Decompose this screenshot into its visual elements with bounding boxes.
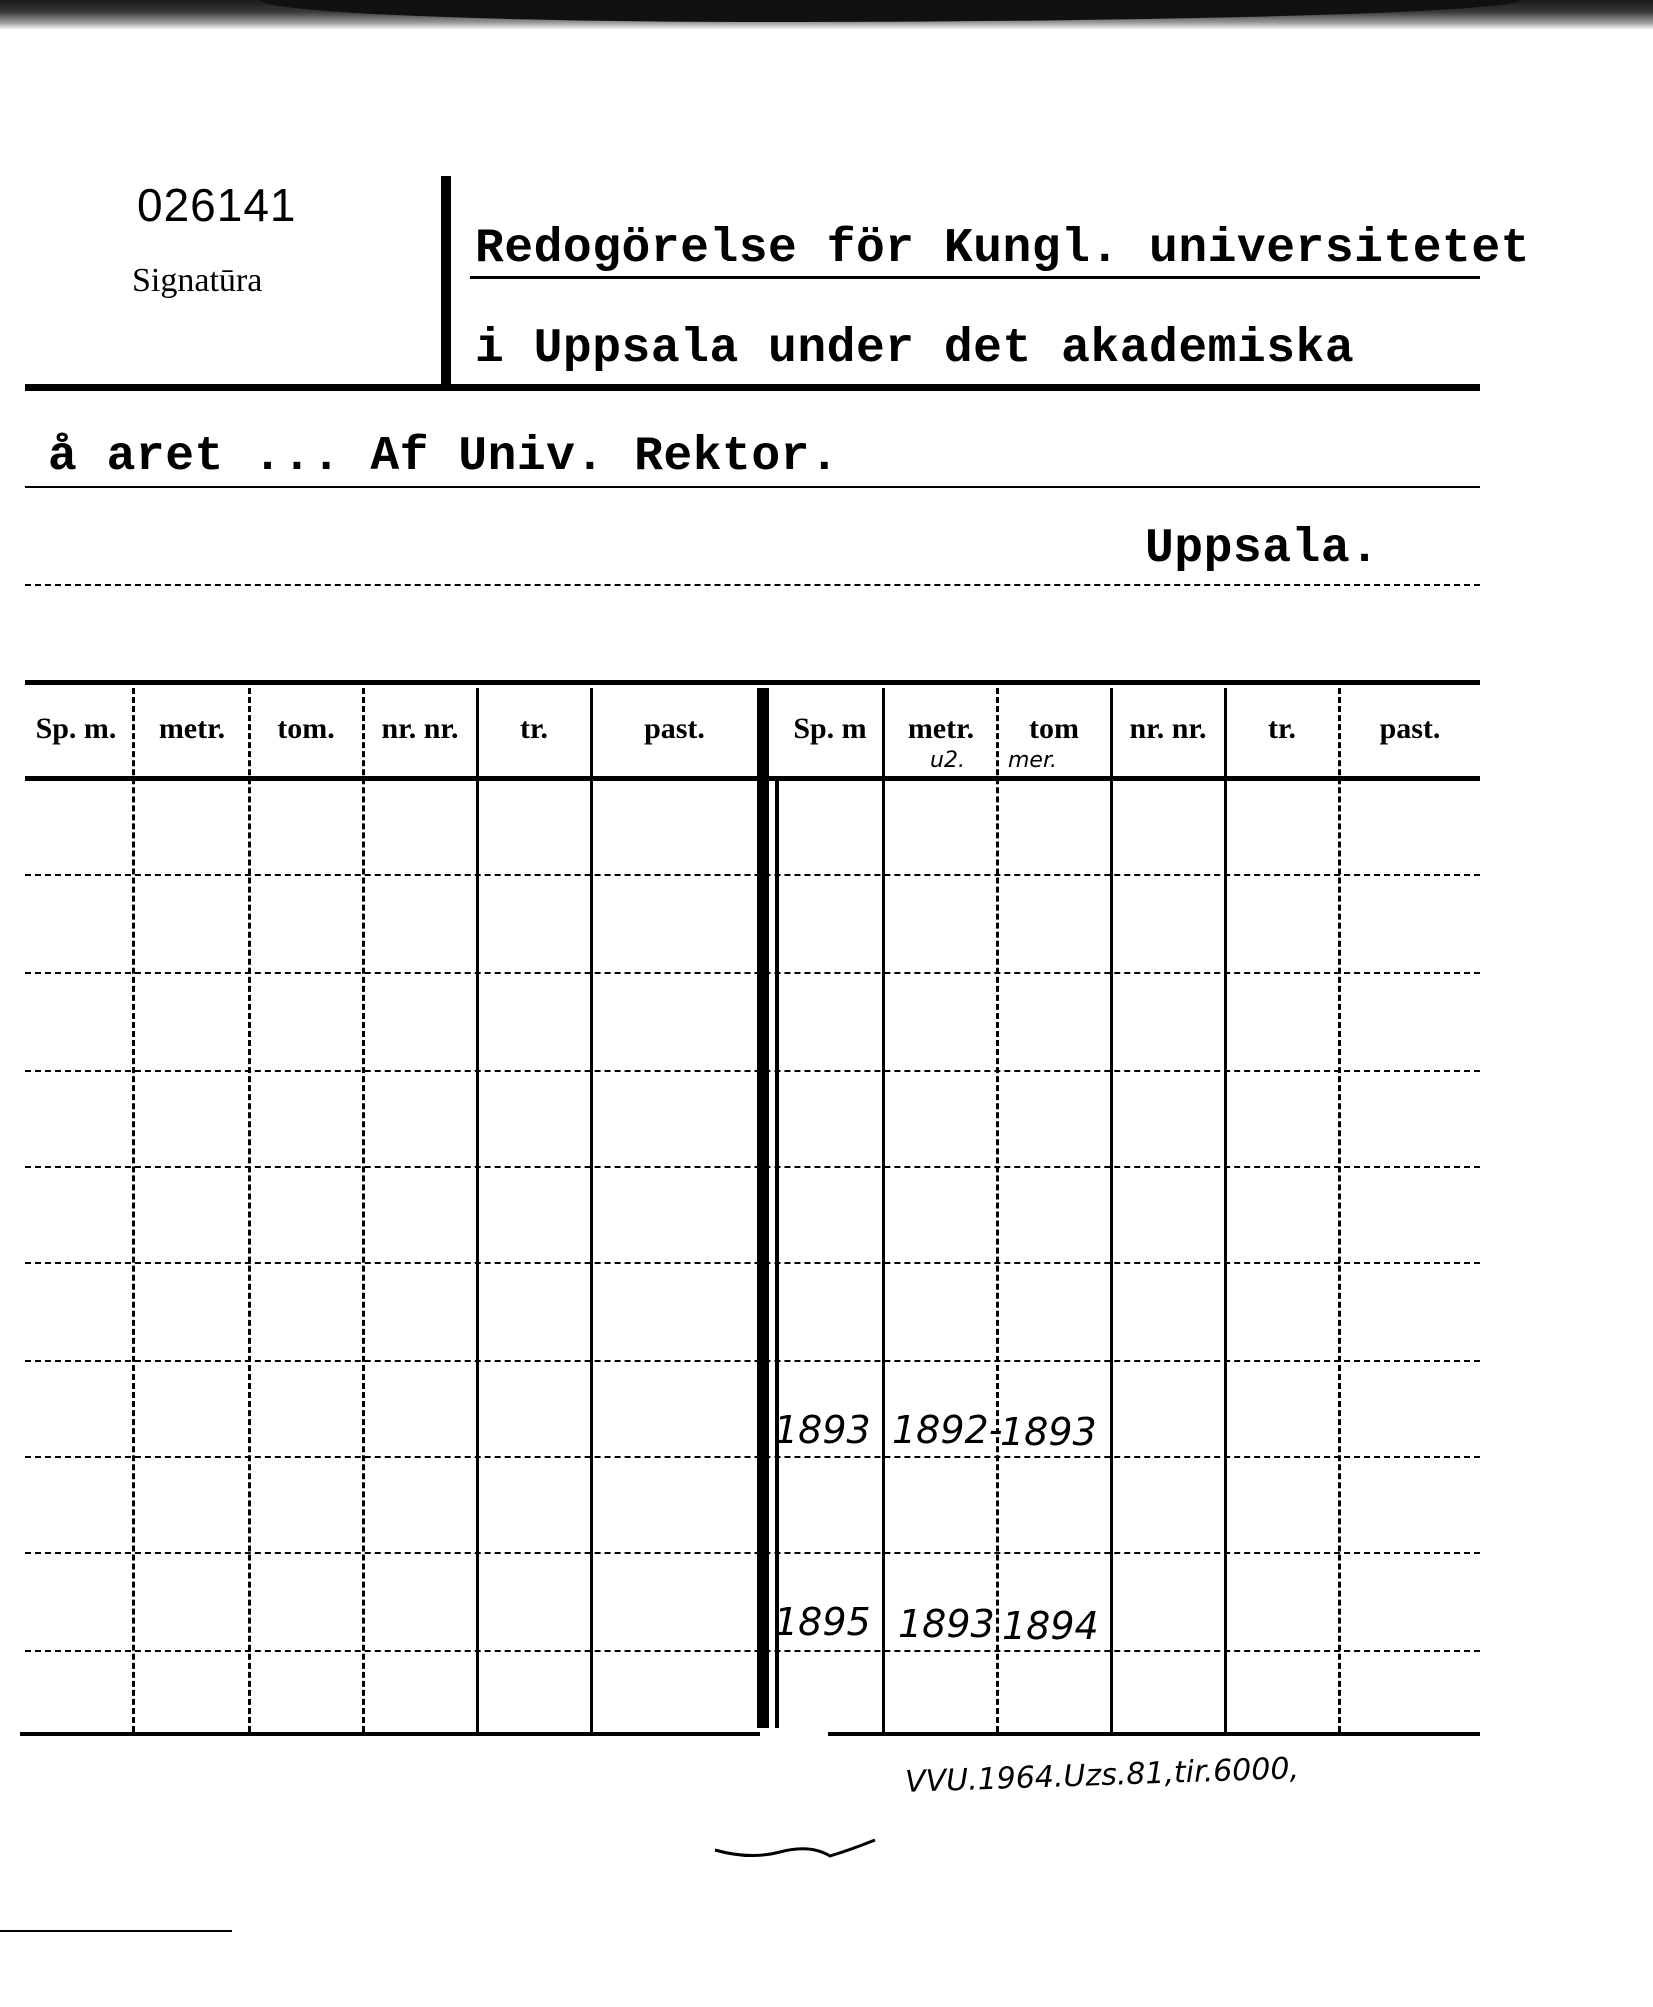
line-rule-2 [25,584,1480,586]
column-line [1110,688,1113,1732]
row-rule [25,1262,1480,1264]
header-right-nr: nr. nr. [1129,712,1207,745]
entry-1-sp-m: 1893 [774,1408,871,1452]
center-divider-bar-inner [775,780,779,1728]
entry-2-metr: 1893 [898,1602,995,1646]
title-line-3: å aret ... Af Univ. Rektor. [48,430,840,484]
row-rule [25,1456,1480,1458]
column-line [476,688,479,1732]
header-note-metr: u2. [930,748,965,773]
header-left-sp-m: Sp. m. [35,712,117,745]
table-bottom-rule-right [828,1732,1480,1736]
column-line [590,688,593,1732]
column-line [996,688,999,1732]
header-left-tr: tr. [519,712,549,745]
header-left-tom: tom. [277,712,335,745]
entry-1-tom: 1893 [1000,1410,1097,1454]
header-right-metr: metr. [907,712,975,745]
table-bottom-rule-left [20,1732,760,1736]
header-left-metr: metr. [158,712,226,745]
table-header-rule [25,776,1480,781]
header-note-tom: mer. [1008,748,1057,773]
entry-1-metr: 1892- [892,1408,1003,1452]
header-right-past: past. [1379,712,1441,745]
inventory-stamp: VVU.1964.Uzs.81,tir.6000, [904,1751,1300,1800]
header-right-tom: tom [1029,712,1079,745]
column-line [1338,688,1341,1732]
row-rule [25,1552,1480,1554]
header-right-tr: tr. [1267,712,1297,745]
column-line [248,688,251,1732]
bottom-left-mark [0,1930,232,1932]
table-top-rule [25,680,1480,685]
row-rule [25,972,1480,974]
title-line-2: i Uppsala under det akademiska [475,322,1355,376]
stray-ink-squiggle [710,1830,880,1870]
row-rule [25,874,1480,876]
header-left-nr: nr. nr. [381,712,459,745]
row-rule [25,1360,1480,1362]
column-line [362,688,365,1732]
title-underline-1 [470,276,1480,279]
row-rule [25,1070,1480,1072]
header-right-sp-m: Sp. m [793,712,867,745]
place-of-publication: Uppsala. [1145,522,1380,576]
row-rule [25,1166,1480,1168]
column-line [132,688,135,1732]
entry-2-sp-m: 1895 [774,1600,871,1644]
title-line-1: Redogörelse för Kungl. universitetet [475,222,1530,276]
center-divider-bar [757,688,769,1728]
column-line [882,688,885,1732]
entry-2-tom: 1894 [1002,1604,1099,1648]
header-left-past: past. [644,712,705,745]
row-rule [25,1650,1480,1652]
signature-label: Signatūra [132,262,263,299]
line-rule-1 [25,486,1480,488]
column-line [1224,688,1227,1732]
title-divider-bar [441,176,451,388]
signature-number: 026141 [137,179,297,231]
header-thick-rule [25,384,1480,391]
